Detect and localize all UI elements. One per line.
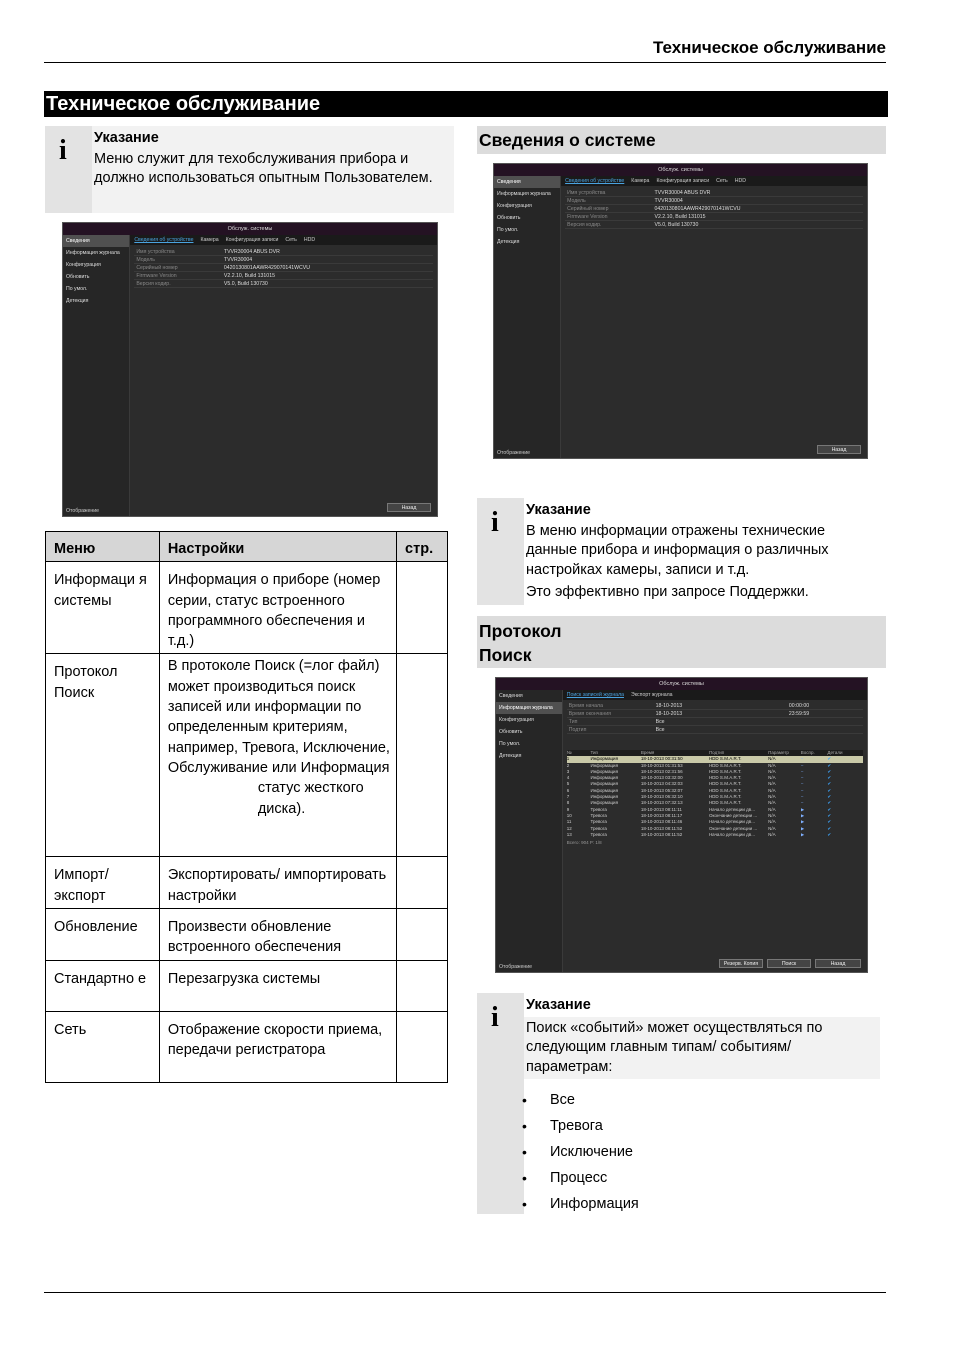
dvr-log-cell: Начало детекции дв... (708, 819, 755, 825)
dvr-log-cell: Информация (590, 775, 619, 781)
dvr-log-cell: HDD S.M.A.R.T. (708, 756, 742, 762)
dvr-info-key: Имя устройства (567, 190, 606, 196)
dvr-log-cell: 6 (566, 787, 570, 793)
list-item-label: Процесс (550, 1170, 608, 1186)
play-icon[interactable]: – (800, 781, 804, 787)
dvr-info-value: 0420130801AAWR429070141WCVU (223, 265, 310, 271)
note-heading: Указание (526, 997, 591, 1013)
table-cell-page (397, 1011, 448, 1082)
dvr-tab[interactable]: Сеть (716, 178, 728, 184)
dvr-info-row (565, 221, 863, 229)
play-icon[interactable]: – (800, 768, 804, 774)
table-cell-settings: Информация о приборе (номер серии, статус встроенного программного обеспечения и т.д.) (159, 562, 396, 654)
dvr-log-cell: 18-10-2013 08:11:11 (640, 806, 682, 812)
table-row (46, 654, 448, 857)
dvr-log-cell: N/A (768, 756, 776, 762)
table-row (46, 562, 448, 654)
dvr-filter-row[interactable] (567, 718, 863, 726)
dvr-info-value: TVVR30004 ABUS DVR (223, 249, 280, 255)
bullet-icon: • (522, 1170, 527, 1186)
dvr-sidebar-item[interactable]: Детекция (499, 753, 522, 759)
note-maintenance (45, 126, 454, 213)
details-icon[interactable]: ✔ (827, 831, 832, 837)
dvr-log-cell: N/A (768, 831, 776, 837)
dvr-sidebar-item[interactable]: Сведения (499, 693, 523, 699)
dvr-log-cell: 18-10-2013 08:11:17 (640, 812, 683, 818)
dvr-log-cell: 18-10-2013 01:31:53 (640, 762, 683, 768)
dvr-info-value: TVVR30004 ABUS DVR (654, 190, 711, 196)
dvr-log-cell: N/A (768, 812, 776, 818)
event-type-list (522, 1087, 639, 1217)
dvr-col-header: Тип (590, 750, 598, 755)
table-cell-page (397, 562, 448, 654)
dvr-log-cell: 8 (566, 800, 570, 806)
dvr-sidebar-item[interactable]: Конфигурация (499, 717, 534, 723)
play-icon[interactable]: ▶ (800, 825, 805, 831)
info-icon: i (59, 135, 67, 166)
dvr-filter-date[interactable]: 18-10-2013 (655, 703, 683, 709)
dvr-sidebar-item[interactable]: Конфигурация (66, 262, 101, 268)
dvr-log-cell: 18-10-2013 04:32:03 (640, 781, 683, 787)
play-icon[interactable]: – (800, 756, 804, 762)
dvr-log-cell: 10 (566, 812, 572, 818)
details-icon[interactable]: ✔ (827, 787, 832, 793)
dvr-sidebar-item[interactable]: Информация журнала (66, 250, 120, 256)
dvr-log-grid (567, 750, 863, 845)
table-row[interactable] (567, 832, 863, 838)
dvr-sidebar-item[interactable]: Обновить (497, 215, 521, 221)
dvr-log-cell: HDD S.M.A.R.T. (708, 787, 742, 793)
dvr-main-panel (561, 176, 867, 458)
dvr-filter-row[interactable] (567, 702, 863, 710)
note-heading: Указание (94, 130, 159, 146)
dvr-log-cell: Информация (590, 762, 619, 768)
dvr-sidebar-bottom[interactable]: Отображение (66, 508, 99, 514)
list-item-label: Исключение (550, 1144, 633, 1160)
dvr-sidebar-item[interactable]: Сведения (494, 176, 560, 188)
dvr-log-cell: Тревога (590, 812, 607, 818)
dvr-log-cell: 9 (566, 806, 570, 812)
dvr-log-cell: 4 (566, 775, 570, 781)
table-cell-menu: Обновление (46, 909, 160, 961)
dvr-log-cell: N/A (768, 775, 776, 781)
dvr-window-title: Обслуж. системы (63, 223, 437, 235)
dvr-info-row (565, 197, 863, 205)
dvr-log-cell: HDD S.M.A.R.T. (708, 800, 742, 806)
dvr-sidebar-item[interactable]: По умол. (66, 286, 88, 292)
header-divider (44, 62, 886, 63)
dvr-col-header: Детали (827, 750, 843, 755)
dvr-log-cell: 1 (566, 756, 570, 762)
dvr-log-cell: N/A (768, 787, 776, 793)
note-text: Поиск «событий» может осуществляться по следующим главным типам/ событиям/ параметрам: (524, 1017, 880, 1080)
dvr-info-value: 0420130801AAWR429070141WCVU (654, 206, 741, 212)
dvr-log-total: Всего: 904 P: 1/8 (566, 840, 602, 846)
dvr-sidebar-item[interactable]: Детекция (66, 298, 89, 304)
table-row (46, 960, 448, 1011)
dvr-filter-date[interactable]: 18-10-2013 (655, 711, 683, 717)
details-icon[interactable]: ✔ (827, 800, 832, 806)
dvr-info-row (134, 280, 433, 288)
table-cell-settings: Экспортировать/ импортировать настройки (159, 857, 396, 909)
dvr-info-value: TVVR30004 (654, 198, 683, 204)
dvr-log-cell: N/A (768, 794, 776, 800)
dvr-system-info-screenshot (62, 222, 438, 517)
dvr-tab[interactable]: Камера (631, 178, 650, 184)
dvr-log-cell: Тревога (590, 819, 607, 825)
dvr-info-key: Модель (567, 198, 586, 204)
note-text: Меню служит для техобслуживания прибора и должно использоваться опытным Пользователем. (94, 150, 433, 186)
dvr-tab[interactable]: Конфигурация записи (225, 237, 279, 243)
note-system-info (477, 498, 886, 605)
dvr-tabs (130, 235, 437, 245)
dvr-info-value: V5.0, Build 130730 (654, 222, 699, 228)
table-cell-menu: Стандартно е (46, 960, 160, 1011)
section-title: Техническое обслуживание (44, 91, 888, 117)
dvr-info-key: Firmware Version (567, 214, 608, 220)
dvr-info-value: V5.0, Build 130730 (223, 281, 268, 287)
details-icon[interactable]: ✔ (827, 768, 832, 774)
details-icon[interactable]: ✔ (827, 806, 832, 812)
note-icon-column (477, 498, 524, 605)
dvr-tab[interactable]: Сеть (285, 237, 297, 243)
table-cell-page (397, 654, 448, 857)
dvr-info-key: Серийный номер (567, 206, 609, 212)
dvr-log-cell: Начало детекции дв... (708, 831, 755, 837)
dvr-log-cell: 18-10-2013 08:11:52 (640, 831, 683, 837)
dvr-log-cell: 3 (566, 768, 570, 774)
table-cell-menu: Протокол Поиск (46, 654, 160, 857)
dvr-info-row (565, 189, 863, 197)
dvr-log-cell: Информация (590, 800, 619, 806)
dvr-window-title: Обслуж. системы (496, 678, 867, 690)
dvr-info-row (134, 248, 433, 256)
dvr-info-row (565, 213, 863, 221)
dvr-tab[interactable]: HDD (303, 237, 316, 243)
dvr-back-button[interactable]: Назад (817, 445, 861, 454)
subhead-log-line2: Поиск (479, 645, 532, 665)
dvr-sidebar-item[interactable]: Сведения (63, 235, 129, 247)
table-cell-settings: Перезагрузка системы (159, 960, 396, 1011)
dvr-log-cell: Информация (590, 787, 619, 793)
table-cell-page (397, 960, 448, 1011)
dvr-log-cell: Окончание детекции ... (708, 825, 758, 831)
dvr-info-row (565, 205, 863, 213)
footer-divider (44, 1292, 886, 1293)
details-icon[interactable]: ✔ (827, 794, 832, 800)
table-cell-settings (159, 654, 396, 857)
dvr-info-value: V2.2.10, Build 131015 (223, 273, 275, 279)
dvr-log-cell: 18-10-2013 08:11:52 (640, 825, 683, 831)
note-icon-column (45, 126, 92, 213)
play-icon[interactable]: ▶ (800, 831, 805, 837)
dvr-filter-row[interactable] (567, 710, 863, 718)
table-cell-page (397, 909, 448, 961)
dvr-filter-key: Подтип (568, 727, 587, 733)
dvr-sidebar-item[interactable]: Обновить (499, 729, 523, 735)
dvr-sidebar-item[interactable]: Информация журнала (496, 702, 562, 714)
dvr-filter-key: Время окончания (568, 711, 611, 717)
dvr-col-header: Подтип (708, 750, 725, 755)
dvr-log-cell: 18-10-2013 05:32:07 (640, 787, 683, 793)
dvr-filter-value[interactable]: Все (655, 719, 665, 725)
dvr-sidebar-item[interactable]: По умол. (497, 227, 519, 233)
dvr-log-cell: N/A (768, 819, 776, 825)
dvr-log-cell: N/A (768, 781, 776, 787)
dvr-log-cell: Тревога (590, 806, 607, 812)
dvr-log-cell: Начало детекции дв... (708, 806, 755, 812)
dvr-log-cell: 18-10-2013 06:32:10 (640, 794, 683, 800)
dvr-log-cell: Окончание детекции ... (708, 812, 758, 818)
dvr-log-cell: HDD S.M.A.R.T. (708, 768, 742, 774)
play-icon[interactable]: – (800, 794, 804, 800)
table-cell-menu: Информаци я системы (46, 562, 160, 654)
bullet-icon: • (522, 1118, 527, 1134)
details-icon[interactable]: ✔ (827, 781, 832, 787)
dvr-filter-key: Тип (568, 719, 578, 725)
dvr-sidebar (494, 176, 561, 458)
dvr-info-row (134, 256, 433, 264)
play-icon[interactable]: ▶ (800, 819, 805, 825)
dvr-tab[interactable]: Поиск записей журнала (566, 692, 624, 698)
dvr-tab[interactable]: Сведения об устройстве (565, 178, 625, 184)
dvr-log-cell: N/A (768, 768, 776, 774)
play-icon[interactable]: – (800, 762, 804, 768)
table-cell-settings: Произвести обновление встроенного обеспечения (159, 909, 396, 961)
table-cell-page (397, 857, 448, 909)
dvr-col-header: Воспр. (800, 750, 815, 755)
dvr-info-key: Firmware Version (136, 273, 177, 279)
table-cell-settings-text: В протоколе Поиск (=лог файл) может производиться поиск записей или информации по определенным критериям, например, Тревога, Исключение, Обслуживание или Информация (167, 658, 390, 776)
dvr-log-cell: HDD S.M.A.R.T. (708, 794, 742, 800)
dvr-main-panel (130, 235, 437, 516)
dvr-sidebar-item[interactable]: Обновить (66, 274, 90, 280)
details-icon[interactable]: ✔ (827, 825, 832, 831)
table-header-menu: Меню (46, 532, 160, 562)
dvr-info-key: Версия кодир. (136, 281, 171, 287)
dvr-log-cell: 18-10-2013 03:32:00 (640, 775, 683, 781)
dvr-log-cell: Информация (590, 756, 619, 762)
note-text-support: Это эффективно при запросе Поддержки. (526, 584, 809, 600)
list-item (522, 1191, 639, 1217)
dvr-back-button[interactable]: Назад (815, 959, 861, 968)
dvr-tabs (561, 176, 867, 186)
details-icon[interactable]: ✔ (827, 756, 832, 762)
dvr-log-cell: Информация (590, 794, 619, 800)
list-item (522, 1165, 639, 1191)
dvr-log-search-screenshot (495, 677, 868, 973)
note-icon-column (477, 993, 524, 1214)
dvr-info-value: TVVR30004 (223, 257, 253, 263)
dvr-log-cell: N/A (768, 762, 776, 768)
dvr-log-cell: 11 (566, 819, 572, 825)
dvr-window-title: Обслуж. системы (494, 164, 867, 176)
dvr-tab[interactable]: Сведения об устройстве (134, 237, 194, 243)
play-icon[interactable]: – (800, 800, 804, 806)
bullet-icon: • (522, 1144, 527, 1160)
dvr-back-button[interactable]: Назад (387, 503, 431, 512)
dvr-info-key: Версия кодир. (567, 222, 602, 228)
dvr-sidebar-bottom[interactable]: Отображение (497, 450, 530, 456)
table-header-page: стр. (397, 532, 448, 562)
dvr-tab[interactable]: HDD (734, 178, 746, 184)
dvr-log-cell: 13 (566, 831, 572, 837)
dvr-log-cell: 5 (566, 781, 570, 787)
note-heading: Указание (526, 502, 591, 518)
dvr-filter-time[interactable]: 00:00:00 (788, 703, 810, 709)
play-icon[interactable]: ▶ (800, 806, 805, 812)
details-icon[interactable]: ✔ (827, 762, 832, 768)
dvr-sidebar-bottom[interactable]: Отображение (499, 964, 532, 970)
table-row (46, 909, 448, 961)
list-item-label: Информация (550, 1196, 639, 1212)
table-row (46, 857, 448, 909)
list-item (522, 1087, 639, 1113)
dvr-tab[interactable]: Экспорт журнала (630, 692, 673, 698)
dvr-sidebar-item[interactable]: Информация журнала (497, 191, 551, 197)
dvr-sidebar (63, 235, 130, 516)
dvr-log-cell: 18-10-2013 08:11:46 (640, 819, 683, 825)
dvr-tab[interactable]: Камера (200, 237, 219, 243)
table-cell-settings: Отображение скорости приема, передачи регистратора (159, 1011, 396, 1082)
dvr-log-rows (567, 756, 863, 838)
details-icon[interactable]: ✔ (827, 819, 832, 825)
dvr-log-cell: 12 (566, 825, 572, 831)
dvr-col-header: Параметр (768, 750, 789, 755)
subhead-log-search (477, 616, 886, 668)
dvr-filter-row[interactable] (567, 726, 863, 734)
table-header-settings: Настройки (159, 532, 396, 562)
dvr-info-value: V2.2.10, Build 131015 (654, 214, 706, 220)
info-icon: i (491, 507, 499, 538)
play-icon[interactable]: ▶ (800, 812, 805, 818)
dvr-log-cell: Тревога (590, 825, 607, 831)
subhead-log-line1: Протокол (479, 621, 562, 641)
dvr-log-cell: N/A (768, 806, 776, 812)
dvr-info-row (134, 272, 433, 280)
list-item (522, 1139, 639, 1165)
dvr-info-key: Модель (136, 257, 155, 263)
table-row (46, 1011, 448, 1082)
dvr-log-cell: 7 (566, 794, 570, 800)
dvr-log-cell: 18-10-2013 00:31:50 (640, 756, 683, 762)
dvr-filter-time[interactable]: 23:59:59 (788, 711, 810, 717)
dvr-log-cell: 18-10-2013 02:31:56 (640, 768, 683, 774)
details-icon[interactable]: ✔ (827, 812, 832, 818)
table-cell-menu: Сеть (46, 1011, 160, 1082)
dvr-log-cell: 2 (566, 762, 570, 768)
details-icon[interactable]: ✔ (827, 775, 832, 781)
play-icon[interactable]: – (800, 775, 804, 781)
dvr-search-button[interactable]: Поиск (767, 959, 811, 968)
dvr-info-key: Имя устройства (136, 249, 175, 255)
dvr-log-cell: HDD S.M.A.R.T. (708, 762, 742, 768)
dvr-sidebar-item[interactable]: Конфигурация (497, 203, 532, 209)
dvr-sidebar (496, 690, 563, 972)
dvr-sidebar-item[interactable]: По умол. (499, 741, 521, 747)
dvr-log-cell: Информация (590, 781, 619, 787)
bullet-icon: • (522, 1196, 527, 1212)
page-header-title: Техническое обслуживание (652, 38, 886, 57)
list-item (522, 1113, 639, 1139)
dvr-log-cell: HDD S.M.A.R.T. (708, 781, 742, 787)
dvr-log-cell: Информация (590, 768, 619, 774)
note-text: В меню информации отражены технические данные прибора и информация о различных настройках камеры, записи и т.д. (526, 522, 829, 578)
info-icon: i (491, 1002, 499, 1033)
dvr-backup-button[interactable]: Резерв. Копия (719, 959, 763, 968)
dvr-info-row (134, 264, 433, 272)
dvr-log-cell: HDD S.M.A.R.T. (708, 775, 742, 781)
dvr-log-cell: N/A (768, 800, 776, 806)
dvr-log-cell: N/A (768, 825, 776, 831)
dvr-tab[interactable]: Конфигурация записи (656, 178, 710, 184)
dvr-col-header: № (566, 750, 572, 755)
dvr-tabs (563, 690, 867, 700)
bullet-icon: • (522, 1092, 527, 1108)
dvr-log-cell: Тревога (590, 831, 607, 837)
list-item-label: Тревога (550, 1118, 603, 1134)
table-header-row (46, 532, 448, 562)
menu-settings-table (45, 531, 448, 1083)
dvr-sidebar-item[interactable]: Детекция (497, 239, 520, 245)
dvr-filter-value[interactable]: Все (655, 727, 665, 733)
dvr-log-cell: 18-10-2013 07:32:13 (640, 800, 683, 806)
dvr-col-header: Время (640, 750, 655, 755)
list-item-label: Все (550, 1092, 575, 1108)
dvr-filter-key: Время начала (568, 703, 603, 709)
dvr-system-info-screenshot (493, 163, 868, 459)
dvr-main-panel (563, 690, 867, 972)
subhead-system-info: Сведения о системе (477, 126, 886, 154)
dvr-info-key: Серийный номер (136, 265, 178, 271)
table-cell-menu: Импорт/ экспорт (46, 857, 160, 909)
table-cell-settings-tail: статус жесткого диска). (257, 780, 364, 817)
play-icon[interactable]: – (800, 787, 804, 793)
